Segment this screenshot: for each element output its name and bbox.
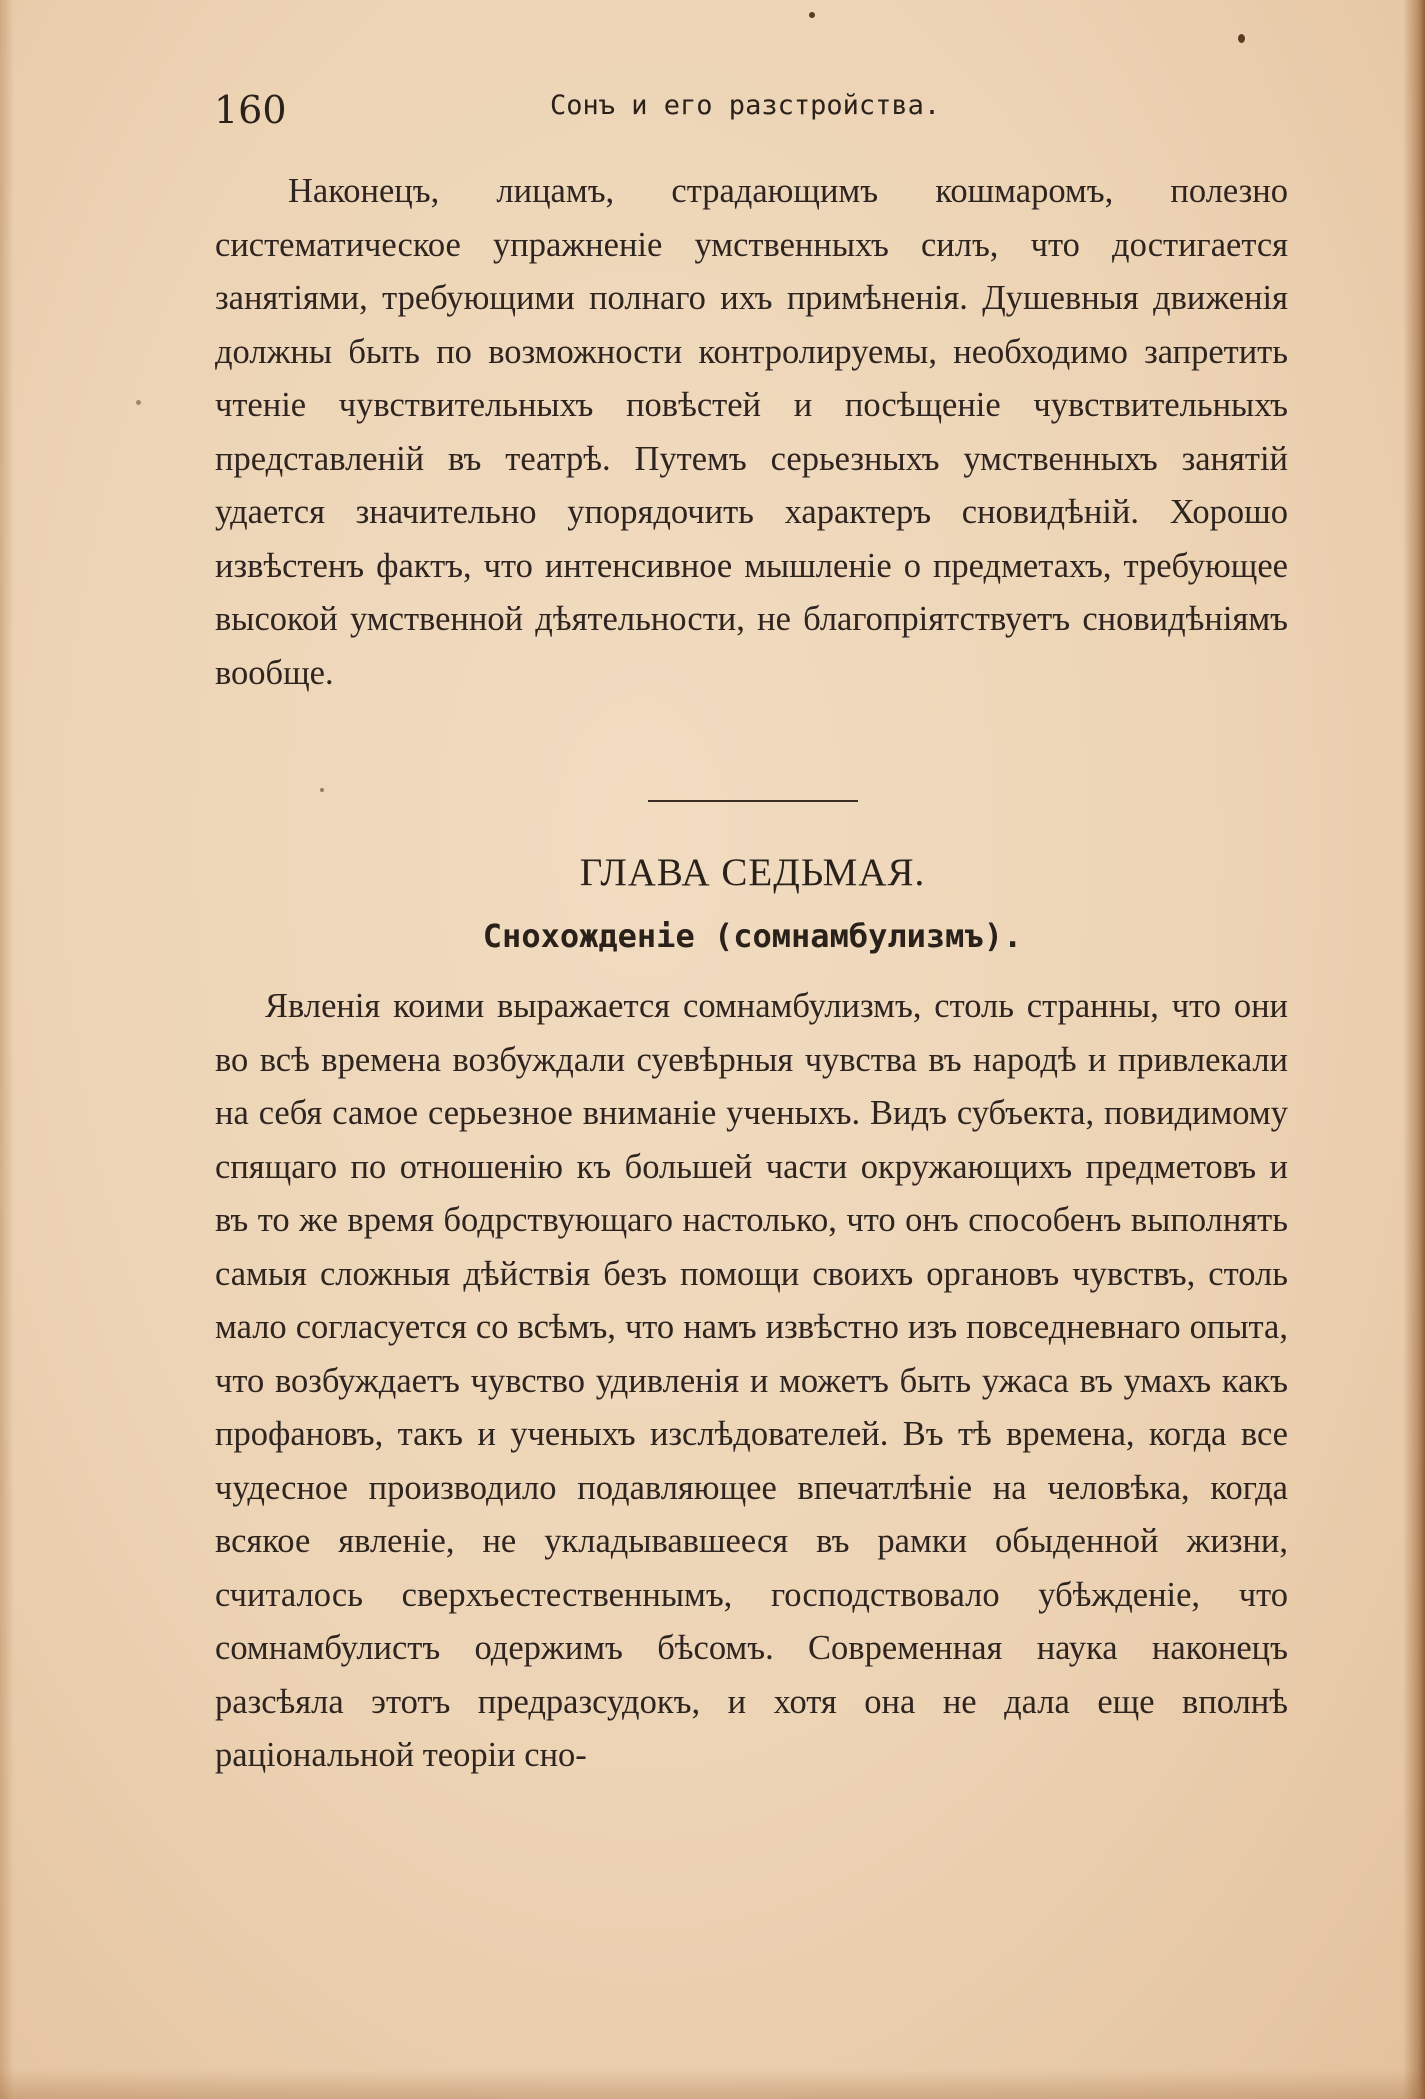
chapter-title: ГЛАВА СЕДЬМАЯ. [579,851,926,894]
ink-speck [320,788,324,792]
ink-speck [136,400,141,405]
paragraph-somnambulism-intro: Явленія коими выражается сомнамбулизмъ, столь странны, что они во всѣ времена возбуждали суевѣрныя чувства въ народѣ и привлекали на себя самое серьезное вниманіе ученыхъ. Видъ субъекта, повидимому спящаго по отношенію къ большей части окружающихъ предметовъ и въ то же время бодрствующаго настолько, что онъ способенъ выполнять самыя сложныя дѣйствія безъ помощи своихъ органовъ чувствъ, столь мало согласуется со всѣмъ, что намъ извѣстно изъ повседневнаго опыта, что возбуждаетъ чувство удивленія и можетъ быть ужаса въ умахъ какъ профановъ, такъ и ученыхъ изслѣдователей. Въ тѣ времена, когда все чудесное производило подавляющее впечатлѣніе на человѣка, когда всякое явленіе, не укладывавшееся въ рамки обыденной жизни, считалось сверхъестественнымъ, господствовало убѣжденіе, что сомнамбулистъ одержимъ бѣсомъ. Современная наука наконецъ разсѣяла этотъ предразсудокъ, и хотя она не дала еще вполнѣ раціональной теоріи сно- [215,987,1288,1774]
page-edge-shadow-right [1403,0,1425,2099]
running-header-title: Сонъ и его разстройства. [550,90,941,121]
page-edge-shadow-left [0,0,14,2099]
chapter-subtitle: Снохожденіе (сомнамбулизмъ). [482,917,1023,955]
ink-speck [809,12,815,18]
ink-speck [1238,34,1245,43]
paragraph-nightmare-advice: Наконецъ, лицамъ, страдающимъ кошмаромъ, полезно систематическое упражненіе умственныхъ силъ, что достигается занятіями, требующими полнаго ихъ примѣненія. Душевныя движенія должны быть по возможности контролируемы, необходимо запретить чтеніе чувствительныхъ повѣстей и посѣщеніе чувствительныхъ представленій въ театрѣ. Путемъ серьезныхъ умственныхъ занятій удается значительно упорядочить характеръ сновидѣній. Хорошо извѣстенъ фактъ, что интенсивное мышленіе о предметахъ, требующее высокой умственной дѣятельности, не благопріятствуетъ сновидѣніямъ вообще. [215,172,1288,692]
page-number: 160 [214,88,287,132]
section-divider [648,800,858,802]
page-edge-shadow-bottom [0,2069,1425,2099]
